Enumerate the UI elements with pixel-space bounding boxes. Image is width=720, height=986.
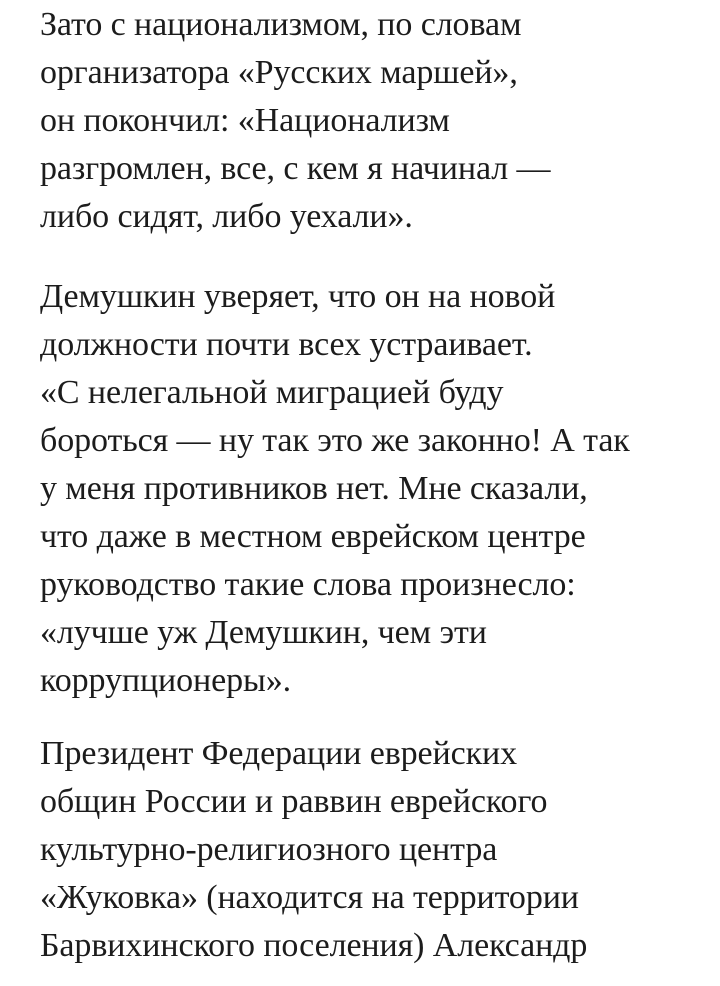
paragraph-2 xyxy=(40,273,630,705)
text-line: у меня противников нет. Мне сказали, xyxy=(40,470,588,507)
text-line: Барвихинского поселения) Александр xyxy=(40,927,588,964)
text-line: Президент Федерации еврейских xyxy=(40,735,518,772)
text-line: руководство такие слова произнесло: xyxy=(40,566,576,603)
text-line: что даже в местном еврейском центре xyxy=(40,518,586,555)
text-line: Демушкин уверяет, что он на новой xyxy=(40,278,556,315)
text-line: должности почти всех устраивает. xyxy=(40,326,533,363)
text-line: «Жуковка» (находится на территории xyxy=(40,879,579,916)
text-line: либо сидят, либо уехали». xyxy=(40,198,413,235)
paragraph-1 xyxy=(40,1,550,241)
paragraph-3 xyxy=(40,730,587,970)
text-line: культурно-религиозного центра xyxy=(40,831,498,868)
text-line: «С нелегальной миграцией буду xyxy=(40,374,504,411)
text-line: организатора «Русских маршей», xyxy=(40,54,518,91)
text-line: разгромлен, все, с кем я начинал — xyxy=(40,150,551,187)
text-line: коррупционеры». xyxy=(40,662,292,699)
text-line: «лучше уж Демушкин, чем эти xyxy=(40,614,487,651)
text-line: общин России и раввин еврейского xyxy=(40,783,548,820)
text-line: Зато с национализмом, по словам xyxy=(40,6,522,43)
text-line: бороться — ну так это же законно! А так xyxy=(40,422,630,459)
text-line: он покончил: «Национализм xyxy=(40,102,450,139)
